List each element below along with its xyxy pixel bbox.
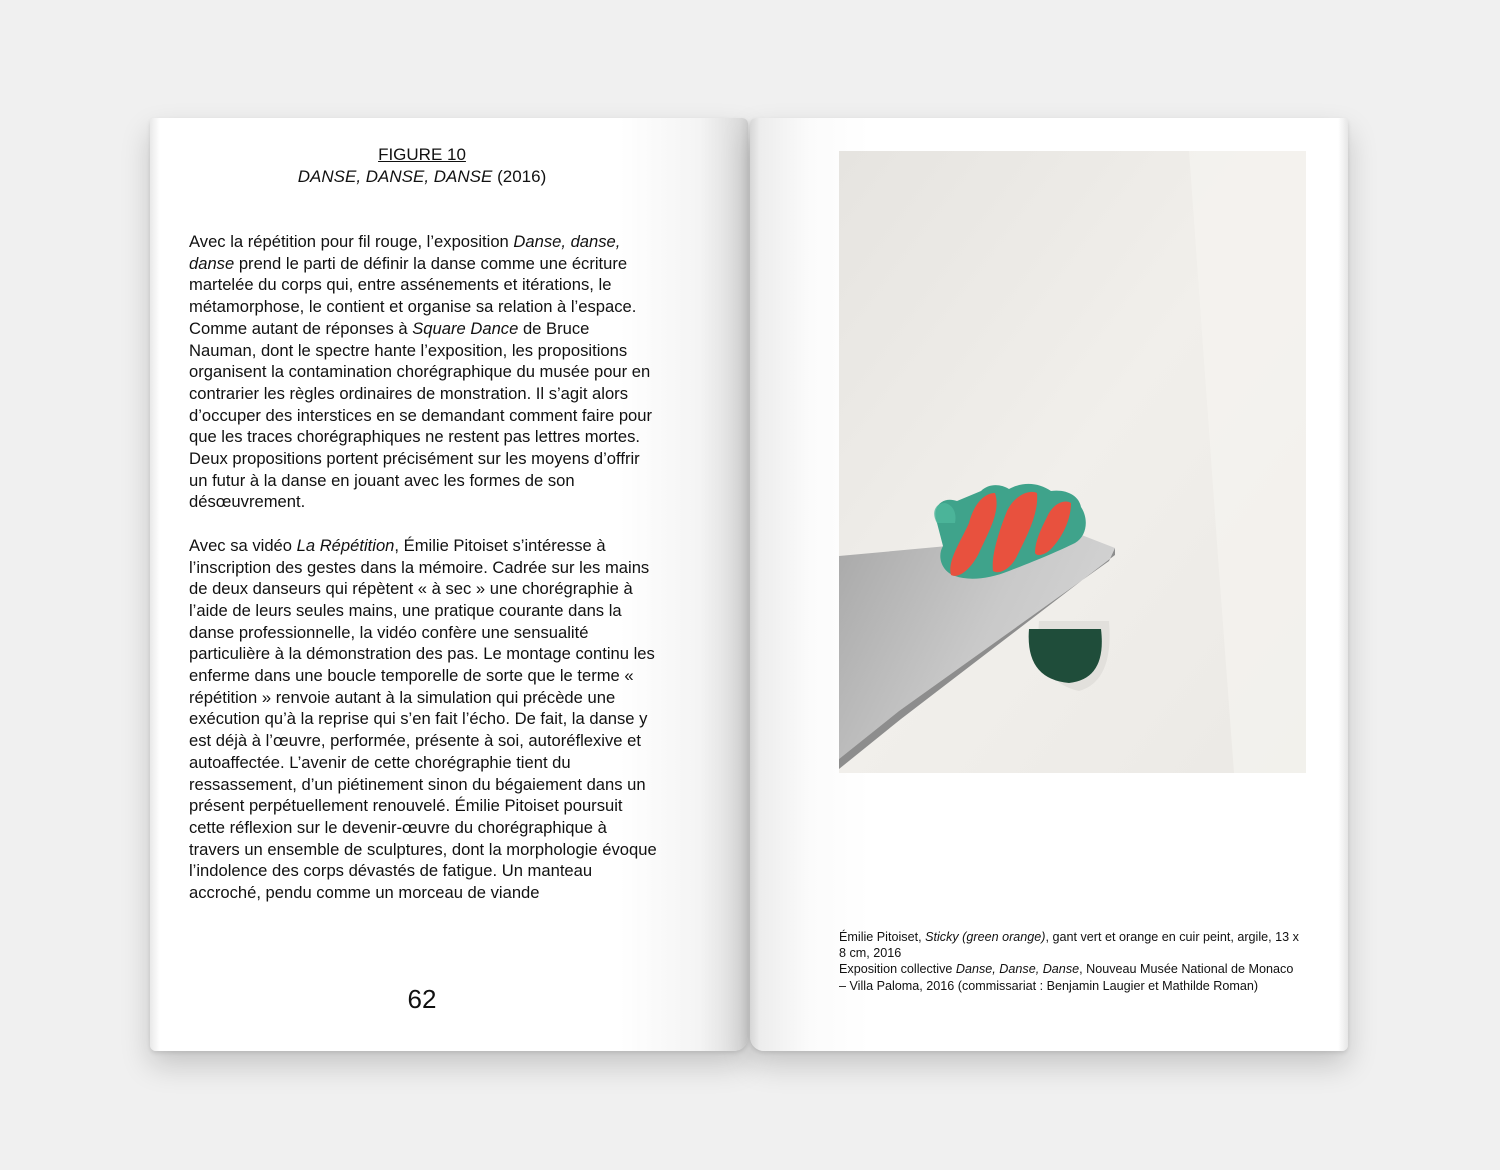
caption-work-details: , gant vert et orange en cuir peint, argile, 13 x 8 cm, 2016 [839,930,1299,961]
paragraph-1 [189,231,659,513]
caption-artist: Émilie Pitoiset, [839,930,926,944]
figure-title: DANSE, DANSE, DANSE [297,167,493,186]
paragraph-1-text-c: de Bruce Nauman, dont le spectre hante l’exposition, les propositions organisent la contamination chorégraphique du musée pour en contrarier les règles ordinaires de monstration. Il s’agit alors d’occuper des interstices en se demandant comment faire pour que les traces chorégraphiques ne restent pas lettres mortes. Deux propositions portent précisément sur les moyens d’offrir un futur à la danse en jouant avec les formes de son désœuvrement. [189,318,653,512]
caption-work-title: Sticky (green orange) [925,930,1046,944]
paragraph-2 [189,535,659,904]
caption-exhibition-details: , Nouveau Musée National de Monaco – Villa Paloma, 2016 (commissariat : Benjamin Laugier et Mathilde Roman) [839,962,1294,993]
photo-caption [839,929,1299,994]
page-number: 62 [407,984,437,1014]
photo-sculpture-glove-icon [839,151,1306,773]
open-book [150,118,1348,1051]
caption-exhibition-prefix: Exposition collective [839,962,956,977]
artwork-photo [839,151,1306,773]
caption-exhibition-title: Danse, Danse, Danse [955,962,1080,977]
paragraph-2-italic-title: La Répétition [296,535,395,555]
caption-line-work [839,929,1299,961]
figure-title-line [150,166,694,188]
right-page [750,118,1348,1051]
paragraph-1-italic-title: Danse, danse, danse [189,232,621,273]
paragraph-1-text-b: prend le parti de définir la danse comme une écriture martelée du corps qui, entre assénements et itérations, le métamorphose, le contient et organise sa relation à l’espace. Comme autant de réponses à [189,253,637,338]
figure-year: (2016) [497,167,547,186]
paragraph-1-italic-work: Square Dance [412,318,519,338]
body-text [189,231,659,925]
figure-heading [150,144,694,188]
paragraph-1-text-a: Avec la répétition pour fil rouge, l’exposition [189,232,514,251]
figure-label: FIGURE 10 [378,145,466,164]
left-page [150,118,748,1051]
paragraph-2-text-b: , Émilie Pitoiset s’intéresse à l’inscription des gestes dans la mémoire. Cadrée sur les mains de deux danseurs qui répètent « à sec » une chorégraphie à l’aide de leurs seules mains, une pratique courante dans la danse professionnelle, la vidéo confère une sensualité particulière à la démonstration des pas. Le montage continu les enferme dans une boucle temporelle de sorte que le terme « répétition » renvoie autant à la simulation qui précède une exécution qu’à la reprise qui s’en fait l’écho. De fait, la danse y est déjà à l’œuvre, performée, présente à soi, autoréflexive et autoaffectée. L’avenir de cette chorégraphie tient du ressassement, d’un piétinement sinon du bégaiement dans un présent perpétuellement renouvelé. Émilie Pitoiset poursuit cette réflexion sur le devenir-œuvre du chorégraphique à travers un ensemble de sculptures, dont la morphologie évoque l’indolence des corps dévastés de fatigue. Un manteau accroché, pendu comme un morceau de viande [189,535,657,903]
caption-line-exhibition [839,961,1299,993]
paragraph-2-text-a: Avec sa vidéo [189,535,297,555]
